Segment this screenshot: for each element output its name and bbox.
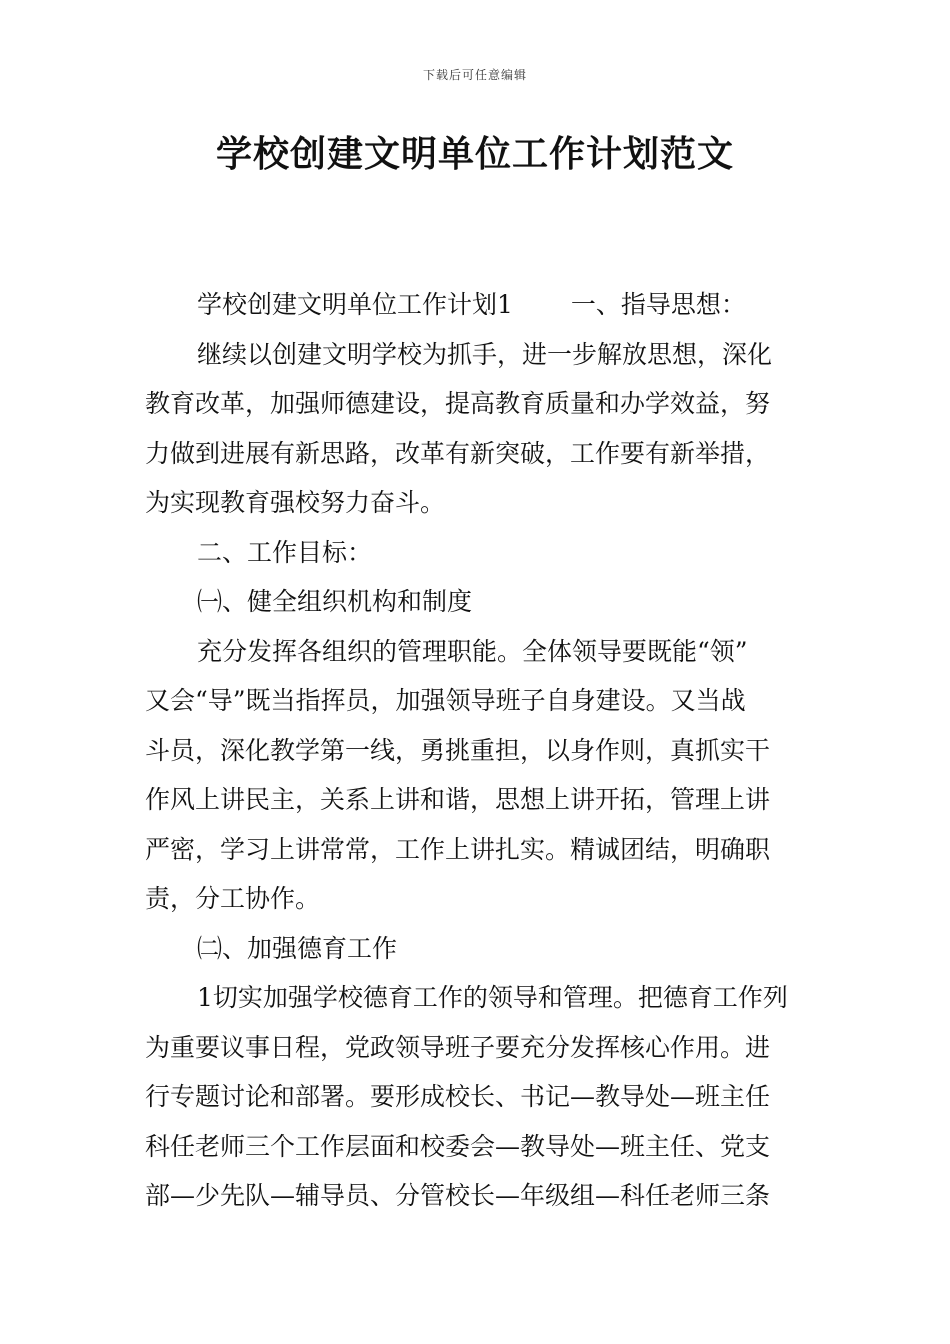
body-line: 继续以创建文明学校为抓手，进一步解放思想，深化	[197, 339, 773, 369]
body-line: 责，分工协作。	[145, 884, 321, 913]
document-body	[145, 280, 811, 1221]
subsection-heading: ㈠、健全组织机构和制度	[197, 587, 473, 616]
body-line: 1切实加强学校德育工作的领导和管理。把德育工作列	[197, 983, 788, 1012]
body-line: 部—少先队—辅导员、分管校长—年级组—科任老师三条	[145, 1181, 771, 1210]
body-line: 科任老师三个工作层面和校委会—教导处—班主任、党支	[145, 1131, 771, 1161]
section-heading: 一、指导思想：	[570, 290, 746, 319]
body-line: 力做到进展有新思路，改革有新突破，工作要有新举措，	[145, 438, 771, 468]
document-title: 学校创建文明单位工作计划范文	[215, 134, 734, 175]
body-line: 斗员，深化教学第一线，勇挑重担，以身作则，真抓实干	[145, 735, 771, 765]
body-line: 充分发挥各组织的管理职能。全体领导要既能“领”	[197, 636, 748, 666]
body-line: 作风上讲民主，关系上讲和谐，思想上讲开拓，管理上讲	[145, 785, 771, 814]
body-line: 为实现教育强校努力奋斗。	[145, 488, 446, 517]
body-line: 教育改革，加强师德建设，提高教育质量和办学效益，努	[145, 389, 771, 418]
subsection-heading: ㈡、加强德育工作	[197, 933, 398, 963]
body-line: 又会“导”既当指挥员，加强领导班子自身建设。又当战	[145, 686, 746, 715]
body-line: 为重要议事日程，党政领导班子要充分发挥核心作用。进	[145, 1032, 771, 1062]
body-line: 行专题讨论和部署。要形成校长、书记—教导处—班主任	[145, 1082, 771, 1111]
header-note: 下载后可任意编辑	[422, 68, 527, 82]
section-heading: 二、工作目标：	[197, 537, 373, 567]
body-line	[145, 280, 811, 330]
body-line: 严密，学习上讲常常，工作上讲扎实。精诚团结，明确职	[145, 834, 771, 864]
plan-heading: 学校创建文明单位工作计划1	[197, 290, 513, 319]
